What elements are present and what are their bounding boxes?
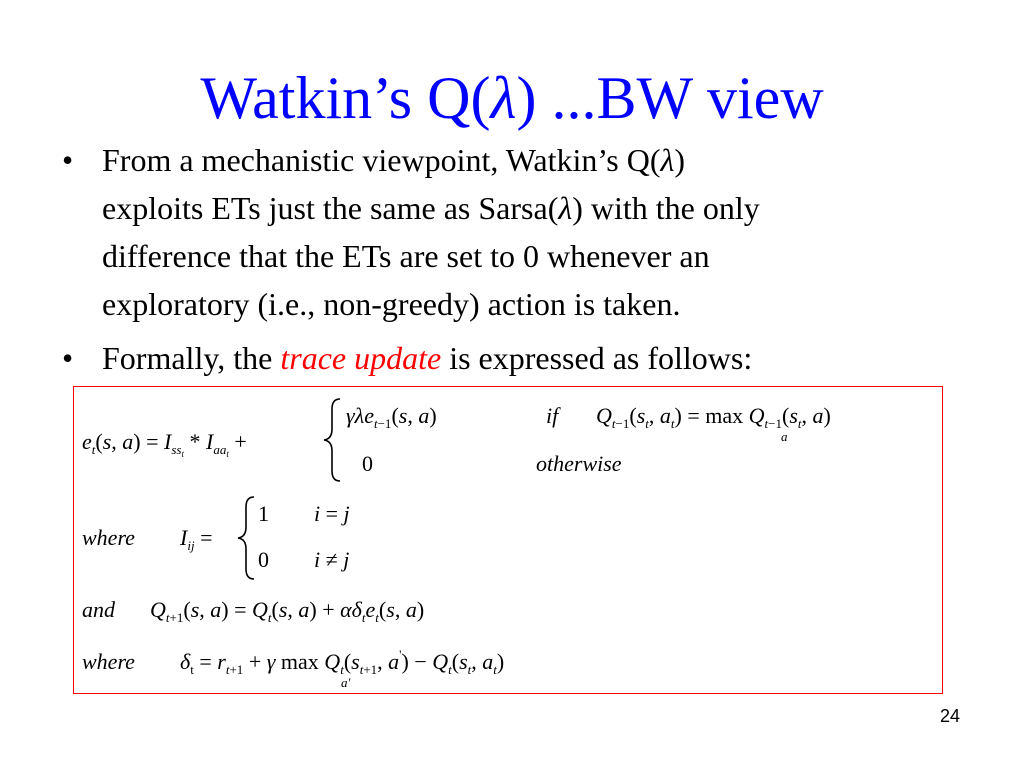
bullet-item-1 xyxy=(58,136,958,328)
text-run: From a mechanistic viewpoint, Watkin’s Q( xyxy=(102,142,661,178)
lambda-symbol: λ xyxy=(558,190,573,226)
eq1-case1-expr: γλe$_t$−1(s, a) xyxy=(346,403,437,431)
eq2-case1-val: 1 xyxy=(258,501,269,526)
bullet-marker: • xyxy=(62,340,74,376)
bullet-list xyxy=(58,136,958,388)
bullet-1-line-3: difference that the ETs are set to 0 whenever an xyxy=(102,238,710,274)
eq4-max-subscript: a' xyxy=(341,675,351,690)
bullet-1-line-4: exploratory (i.e., non-greedy) action is taken. xyxy=(102,286,681,322)
formula-svg xyxy=(74,387,944,695)
bullet-marker: • xyxy=(62,142,74,178)
text-run: exploits ETs just the same as Sarsa( xyxy=(102,190,559,226)
eq2-case2-cond: i ≠ j xyxy=(314,547,350,572)
title-suffix: ) ...BW view xyxy=(516,65,824,131)
slide-title xyxy=(0,62,1024,134)
page-number: 24 xyxy=(939,706,960,726)
eq2-case1-cond: i = j xyxy=(314,501,350,526)
text-run: ) with the only xyxy=(572,190,760,226)
text-run: is expressed as follows: xyxy=(441,340,753,376)
eq2-case2-val: 0 xyxy=(258,547,269,572)
bullet-1-line-2 xyxy=(102,184,958,232)
eq1-if: if xyxy=(546,403,559,428)
eq1-case2-cond: otherwise xyxy=(536,451,622,476)
eq2-brace xyxy=(238,497,254,579)
eq2-lhs: $I_{ij}$ = xyxy=(180,525,213,553)
eq4-expr: $\delta_t = r_t+1 + \gamma$ $\max Q_t(s_t+1$, $a') - Q_t(s_t$, $a_t$) xyxy=(180,647,505,677)
bullet-2-line-1 xyxy=(102,334,958,382)
equation-td-error xyxy=(82,647,504,690)
eq1-brace xyxy=(324,399,340,481)
eq4-where: where xyxy=(82,649,135,674)
lambda-symbol: λ xyxy=(660,142,675,178)
eq1-case2-expr: 0 xyxy=(362,451,373,476)
bullet-item-2 xyxy=(58,334,958,382)
equation-trace-update xyxy=(82,399,831,481)
eq3-and: and xyxy=(82,597,115,622)
text-run: Formally, the xyxy=(102,340,281,376)
bullet-1-line-1 xyxy=(102,136,958,184)
equation-indicator xyxy=(82,497,350,579)
eq1-lhs: $e_t(s$, $a) = I_{ss}t * I_{aa}t$ + xyxy=(82,429,247,459)
eq3-expr: $Q_t+1(s$, $a) = Q_t(s$, $a) + \alpha\delta_te_t(s$, a) xyxy=(150,597,425,625)
eq1-max-subscript: a xyxy=(781,429,788,444)
formula-box xyxy=(73,386,943,694)
title-lambda: λ xyxy=(490,65,517,131)
trace-update-highlight: trace update xyxy=(280,340,442,376)
eq2-where: where xyxy=(82,525,135,550)
text-run: ) xyxy=(674,142,686,178)
eq1-case1-cond: $Q_t-1(s_t$, $a_t) = \max Q_t-1(s_t$, a) xyxy=(596,403,831,431)
equation-q-update xyxy=(82,597,424,625)
title-prefix: Watkin’s Q( xyxy=(200,65,491,131)
